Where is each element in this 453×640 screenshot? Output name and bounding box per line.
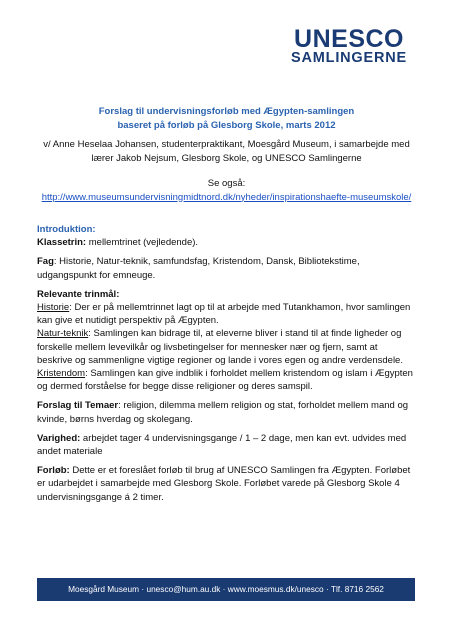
temaer-text: : religion, dilemma mellem religion og stat, forholdet mellem mand og kvinde, børns hverdag og skolegang.: [37, 400, 409, 425]
footer-contact-bar: Moesgård Museum · unesco@hum.au.dk · www.moesmus.dk/unesco · Tlf. 8716 2562: [37, 578, 415, 601]
document-body: [37, 223, 413, 504]
author-line-1: v/ Anne Heselaa Johansen, studenterpraktikant, Moesgård Museum, i samarbejde med: [43, 139, 410, 150]
trinmaal-heading: Relevante trinmål:: [37, 288, 120, 300]
forloeb-label: Forløb:: [37, 465, 70, 477]
see-also-block: [0, 177, 453, 204]
fag-label: Fag: [37, 256, 54, 268]
author-credit: [30, 138, 423, 165]
document-title: [0, 105, 453, 133]
klassetrin-label: Klassetrin:: [37, 237, 87, 249]
kristendom-paragraph: [37, 367, 413, 393]
historie-label: Historie: [37, 302, 70, 314]
historie-paragraph: [37, 301, 413, 327]
natur-teknik-label: Natur-teknik: [37, 328, 89, 340]
unesco-samlingerne-logo: [291, 25, 407, 66]
see-also-label: Se også:: [207, 178, 246, 189]
title-line-2: baseret på forløb på Glesborg Skole, marts 2012: [117, 120, 336, 131]
title-line-1: Forslag til undervisningsforløb med Ægypten-samlingen: [98, 106, 355, 117]
logo-line-unesco: UNESCO: [294, 25, 404, 53]
logo-line-samlingerne: SAMLINGERNE: [291, 50, 407, 66]
author-line-2: lærer Jakob Nejsum, Glesborg Skole, og UNESCO Samlingerne: [91, 152, 362, 164]
klassetrin-paragraph: [37, 236, 413, 249]
natur-teknik-paragraph: [37, 327, 413, 367]
see-also-link[interactable]: http://www.museumsundervisningmidtnord.dk/nyheder/inspirationshaefte-museumskole/: [41, 191, 412, 203]
varighed-label: Varighed:: [37, 432, 81, 444]
kristendom-label: Kristendom: [37, 368, 86, 380]
natur-teknik-text: : Samlingen kan bidrage til, at eleverne bliver i stand til at finde ligheder og forskelle mellem levevilkår og livsbetingelser for mennesker nær og fjern, samt at beskrive og sammenligne vigtige regioner og lande i vores egen og andre verdensdele.: [37, 328, 403, 366]
intro-heading: Introduktion:: [37, 224, 96, 235]
forloeb-paragraph: [37, 464, 413, 504]
historie-text: : Der er på mellemtrinnet lagt op til at arbejde med Tutankhamon, hvor samlingen kan give et nutidigt perspektiv på Ægypten.: [37, 302, 411, 327]
klassetrin-value: mellemtrinet (vejledende).: [86, 237, 199, 249]
kristendom-text: : Samlingen kan give indblik i forholdet mellem kristendom og islam i Ægypten og dermed forståelse for begge disse religioner og deres samspil.: [37, 368, 413, 393]
temaer-paragraph: [37, 399, 413, 425]
fag-value: : Historie, Natur-teknik, samfundsfag, Kristendom, Dansk, Bibliotekstime, udgangspunkt for emneuge.: [37, 256, 360, 281]
temaer-label: Forslag til Temaer: [37, 400, 119, 412]
varighed-paragraph: [37, 432, 413, 458]
varighed-text: arbejdet tager 4 undervisningsgange / 1 – 2 dage, men kan evt. udvides med andet materiale: [37, 432, 407, 458]
forloeb-text: Dette er et foreslået forløb til brug af UNESCO Samlingen fra Ægypten. Forløbet er udarbejdet i samarbejde med Glesborg Skole. Forløbet varede på Glesborg Skole 4 undervisningsgange á 2 timer.: [37, 465, 411, 503]
fag-paragraph: [37, 255, 413, 281]
